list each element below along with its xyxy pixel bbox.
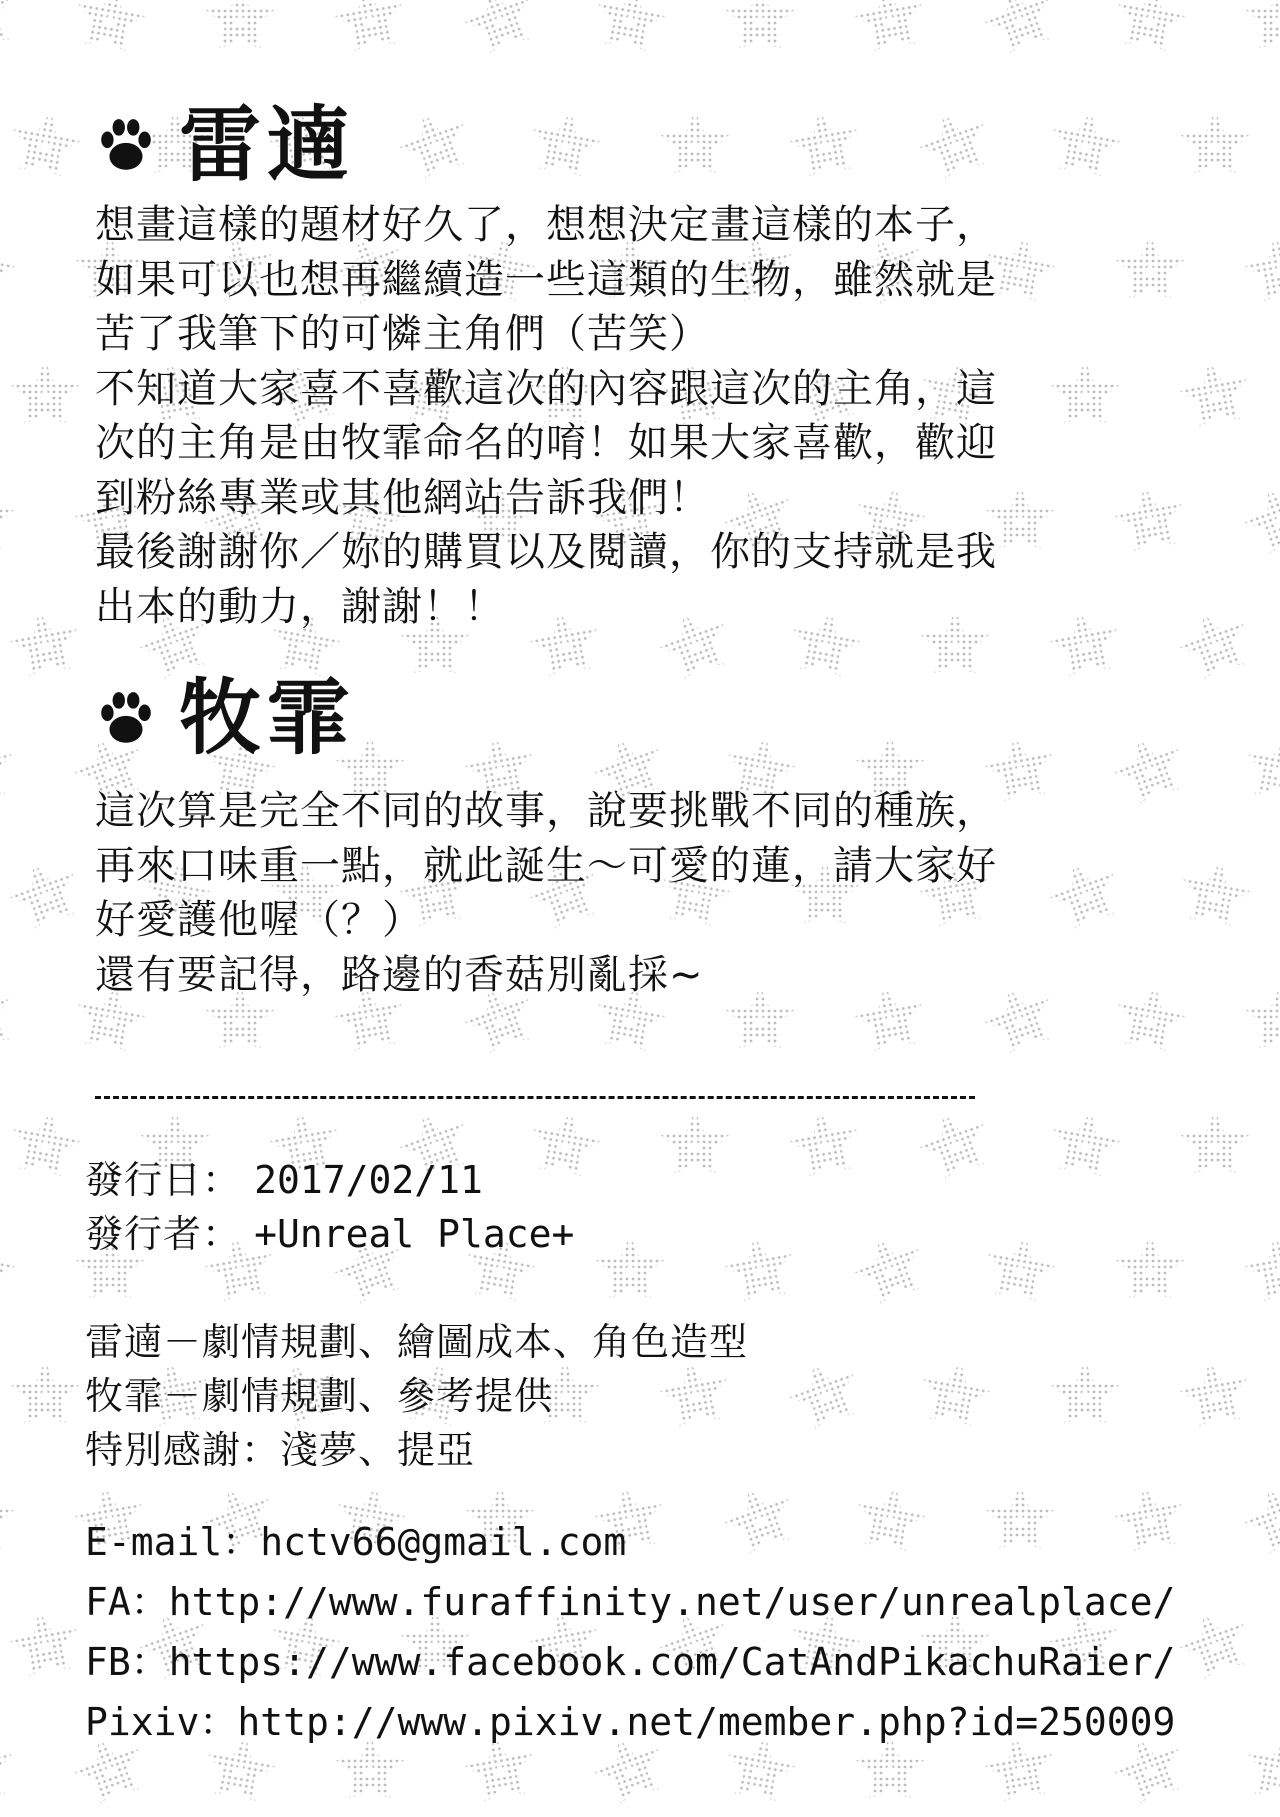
publication-date: 2017/02/11 — [254, 1158, 483, 1202]
paw-print-icon — [95, 688, 157, 750]
publication-date-row — [85, 1153, 1185, 1207]
body-line: 好愛護他喔（？） — [95, 897, 423, 943]
credit-line: 雷遖－劇情規劃、繪圖成本、角色造型 — [85, 1320, 749, 1364]
body-line: 還有要記得，路邊的香菇別亂採~ — [95, 951, 704, 998]
date-label: 發行日： — [85, 1158, 242, 1202]
body-line: 不知道大家喜不喜歡這次的內容跟這次的主角，這 — [95, 365, 997, 412]
body-line: 次的主角是由牧霏命名的唷！如果大家喜歡，歡迎 — [95, 420, 997, 466]
pixiv-link[interactable]: Pixiv：http://www.pixiv.net/member.php?id=250009 — [85, 1700, 1176, 1744]
body-line: 苦了我筆下的可憐主角們（苦笑） — [95, 311, 710, 357]
body-line: 出本的動力，謝謝！！ — [95, 583, 505, 630]
credit-line: 特別感謝：淺夢、提亞 — [85, 1428, 476, 1472]
body-line: 想畫這樣的題材好久了，想想決定畫這樣的本子， — [95, 202, 997, 248]
email-link[interactable]: E-mail：hctv66@gmail.com — [85, 1520, 627, 1564]
credits — [85, 1315, 1185, 1477]
furaffinity-link[interactable]: FA：http://www.furaffinity.net/user/unrealplace/ — [85, 1580, 1176, 1624]
body-line: 最後謝謝你／妳的購買以及閱讀，你的支持就是我 — [95, 529, 997, 575]
credit-line: 牧霏－劇情規劃、參考提供 — [85, 1374, 554, 1418]
section-body-mufei — [95, 784, 1035, 1002]
publisher-name: +Unreal Place+ — [254, 1212, 575, 1256]
facebook-link[interactable]: FB：https://www.facebook.com/CatAndPikachuRaier/ — [85, 1640, 1176, 1684]
body-line: 如果可以也想再繼續造一些這類的生物，雖然就是 — [95, 256, 997, 303]
paw-print-icon — [95, 115, 157, 177]
section-heading-leinan — [95, 98, 356, 193]
section-heading-mufei — [95, 671, 356, 766]
publisher-row — [85, 1207, 1185, 1261]
dashed-divider — [95, 1096, 975, 1099]
section-title: 牧霏 — [179, 671, 356, 766]
publisher-label: 發行者： — [85, 1212, 242, 1256]
body-line: 這次算是完全不同的故事，說要挑戰不同的種族， — [95, 788, 997, 834]
section-body-leinan — [95, 198, 1035, 634]
contact-links — [85, 1512, 1185, 1752]
body-line: 到粉絲專業或其他網站告訴我們！ — [95, 474, 710, 521]
body-line: 再來口味重一點，就此誕生～可愛的蓮，請大家好 — [95, 842, 997, 889]
publication-info — [85, 1153, 1185, 1261]
section-title: 雷遖 — [179, 98, 356, 193]
